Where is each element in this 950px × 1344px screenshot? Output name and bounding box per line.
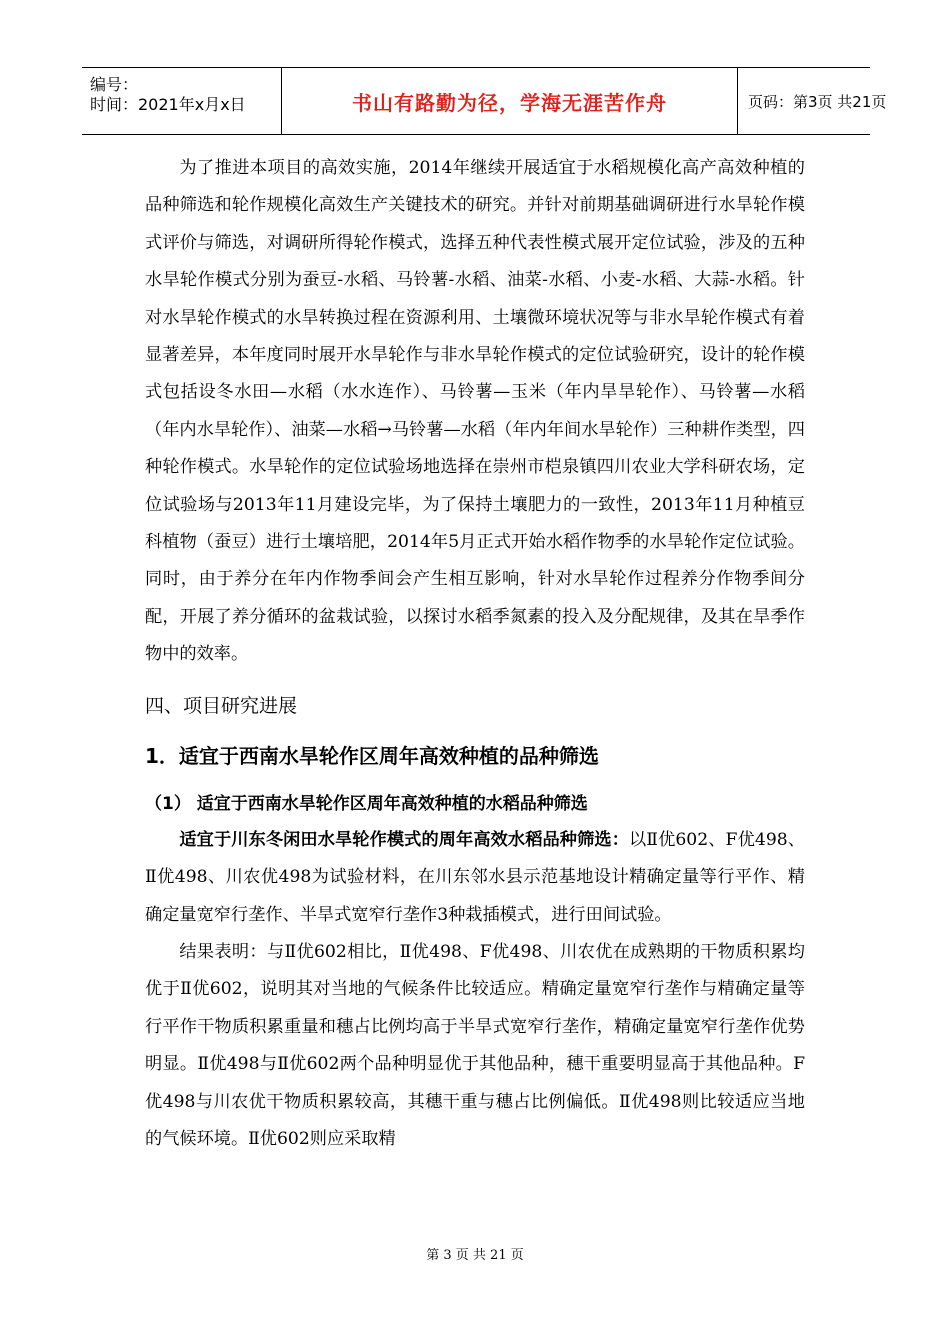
date-label: 时间：2021年x月x日 (90, 95, 246, 114)
header-meta (82, 68, 282, 134)
screening-text: 以Ⅱ优602、F优498、Ⅱ优498、川农优498为试验材料，在川东邻水县示范基地设计精确定量等行平作、精确定量宽窄行垄作、半旱式宽窄行垄作3种栽插模式，进行田间试验。 (145, 829, 805, 925)
document-body (145, 150, 805, 1158)
motto: 书山有路勤为径，学海无涯苦作舟 (352, 90, 667, 115)
header-motto-cell (282, 68, 738, 134)
number-label: 编号： (90, 75, 139, 94)
results-paragraph: 结果表明：与Ⅱ优602相比，Ⅱ优498、F优498、川农优在成熟期的干物质积累均优于Ⅱ优602，说明其对当地的气候条件比较适应。精确定量宽窄行垄作与精确定量等行平作干物质积累重量和穗占比例均高于半旱式宽窄行垄作，精确定量宽窄行垄作优势明显。Ⅱ优498与Ⅱ优602两个品种明显优于其他品种，穗干重要明显高于其他品种。F优498与川农优干物质积累较高，其穗干重与穗占比例偏低。Ⅱ优498则比较适应当地的气候环境。Ⅱ优602则应采取精 (145, 941, 805, 1149)
header-page-info (738, 68, 887, 134)
page-footer: 第 3 页 共 21 页 (426, 1248, 524, 1263)
page-info: 页码：第3页 共21页 (748, 92, 887, 111)
intro-paragraph: 为了推进本项目的高效实施，2014年继续开展适宜于水稻规模化高产高效种植的品种筛选和轮作规模化高效生产关键技术的研究。并针对前期基础调研进行水旱轮作模式评价与筛选，对调研所得轮作模式，选择五种代表性模式展开定位试验，涉及的五种水旱轮作模式分别为蚕豆-水稻、马铃薯-水稻、油菜-水稻、小麦-水稻、大蒜-水稻。针对水旱轮作模式的水旱转换过程在资源利用、土壤微环境状况等与非水旱轮作模式有着显著差异，本年度同时展开水旱轮作与非水旱轮作模式的定位试验研究，设计的轮作模式包括设冬水田—水稻（水水连作）、马铃薯—玉米（年内旱旱轮作）、马铃薯—水稻（年内水旱轮作）、油菜—水稻→马铃薯—水稻（年内年间水旱轮作）三种耕作类型，四种轮作模式。水旱轮作的定位试验场地选择在崇州市桤泉镇四川农业大学科研农场，定位试验场与2013年11月建设完毕，为了保持土壤肥力的一致性，2013年11月种植豆科植物（蚕豆）进行土壤培肥，2014年5月正式开始水稻作物季的水旱轮作定位试验。同时，由于养分在年内作物季间会产生相互影响，针对水旱轮作过程养分作物季间分配，开展了养分循环的盆栽试验，以探讨水稻季氮素的投入及分配规律，及其在旱季作物中的效率。 (145, 158, 805, 665)
section-heading-4: 四、项目研究进展 (145, 694, 298, 717)
subsection-heading-1: 1．适宜于西南水旱轮作区周年高效种植的品种筛选 (145, 743, 599, 768)
page-header (82, 67, 887, 135)
subsection-heading-1-1: （1） 适宜于西南水旱轮作区周年高效种植的水稻品种筛选 (145, 793, 588, 814)
screening-lead: 适宜于川东冬闲田水旱轮作模式的周年高效水稻品种筛选： (179, 829, 629, 850)
screening-paragraph (145, 822, 805, 934)
